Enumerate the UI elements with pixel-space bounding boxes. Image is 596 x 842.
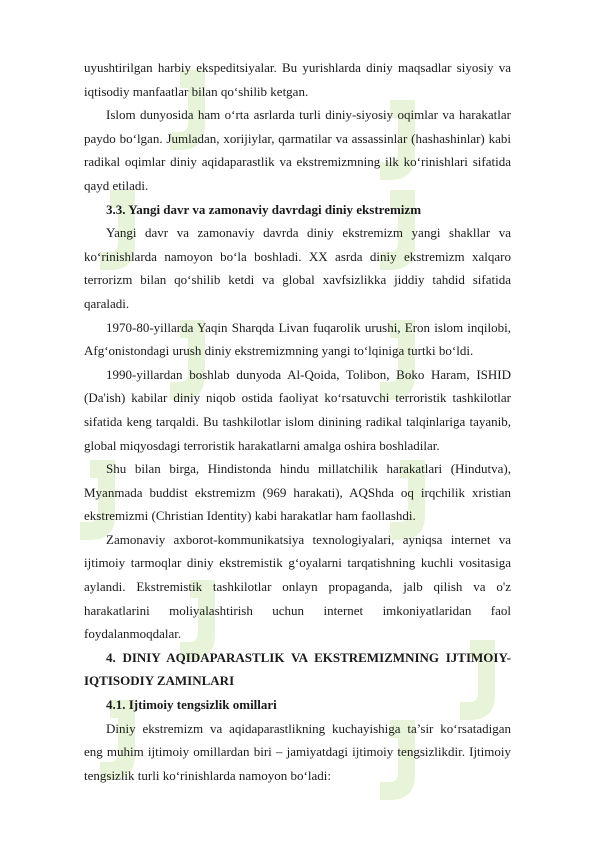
paragraph: 1970-80-yillarda Yaqin Sharqda Livan fuqarolik urushi, Eron islom inqilobi, Afg‘onistondagi urush diniy ekstremizmning yangi to‘lqiniga turtki bo‘ldi. <box>84 319 511 359</box>
paragraph: Zamonaviy axborot-kommunikatsiya texnologiyalari, ayniqsa internet va ijtimoiy tarmoqlar diniy ekstremistik g‘oyalarni tarqatishning kuchli vositasiga aylandi. Ekstremistik tashkilotlar onlayn propaganda, jalb qilish va o'z harakatlarini moliyalashtirish uchun internet imkoniyatlaridan faol foydalanmoqdalar. <box>84 531 511 642</box>
paragraph: 1990-yillardan boshlab dunyoda Al-Qoida, Tolibon, Boko Haram, ISHID (Da'ish) kabilar diniy niqob ostida faoliyat ko‘rsatuvchi terroristik tashkilotlar sifatida keng tarqaldi. Bu tashkilotlar islom dinining radikal talqinlariga tayanib, global miqyosdagi terroristik harakatlarni amalga oshira boshladilar. <box>84 366 511 453</box>
paragraph: Shu bilan birga, Hindistonda hindu millatchilik harakatlari (Hindutva), Myanmada buddist ekstremizm (969 harakati), AQShda oq irqchilik xristian ekstremizmi (Christian Identity) kabi harakatlar ham faollashdi. <box>84 461 511 524</box>
chapter-heading: 4. DINIY AQIDAPARASTLIK VA EKSTREMIZMNING IJTIMOIY-IQTISODIY ZAMINLARI <box>84 649 511 689</box>
section-heading: 4.1. Ijtimoiy tengsizlik omillari <box>106 697 277 713</box>
section-heading: 3.3. Yangi davr va zamonaviy davrdagi diniy ekstremizm <box>106 201 422 217</box>
paragraph: Yangi davr va zamonaviy davrda diniy ekstremizm yangi shakllar va ko‘rinishlarda namoyon bo‘la boshladi. XX asrda diniy ekstremizm xalqaro terrorizm bilan qo‘shilib ketdi va global xavfsizlikka jiddiy tahdid sifatida qaraladi. <box>84 225 511 311</box>
paragraph: Islom dunyosida ham o‘rta asrlarda turli diniy-siyosiy oqimlar va harakatlar paydo bo‘lgan. Jumladan, xorijiylar, qarmatilar va assassinlar (hashashinlar) kabi radikal oqimlar diniy aqidaparastlik va ekstremizmning ilk ko‘rinishlari sifatida qayd etiladi. <box>84 107 511 193</box>
paragraph: uyushtirilgan harbiy ekspeditsiyalar. Bu yurishlarda diniy maqsadlar siyosiy va iqtisodiy manfaatlar bilan qo‘shilib ketgan. <box>84 60 511 99</box>
document-body <box>84 56 511 787</box>
paragraph: Diniy ekstremizm va aqidaparastlikning kuchayishiga ta’sir ko‘rsatadigan eng muhim ijtimoiy omillardan biri – jamiyatdagi ijtimoiy tengsizlikdir. Ijtimoiy tengsizlik turli ko‘rinishlarda namoyon bo‘ladi: <box>84 720 511 783</box>
